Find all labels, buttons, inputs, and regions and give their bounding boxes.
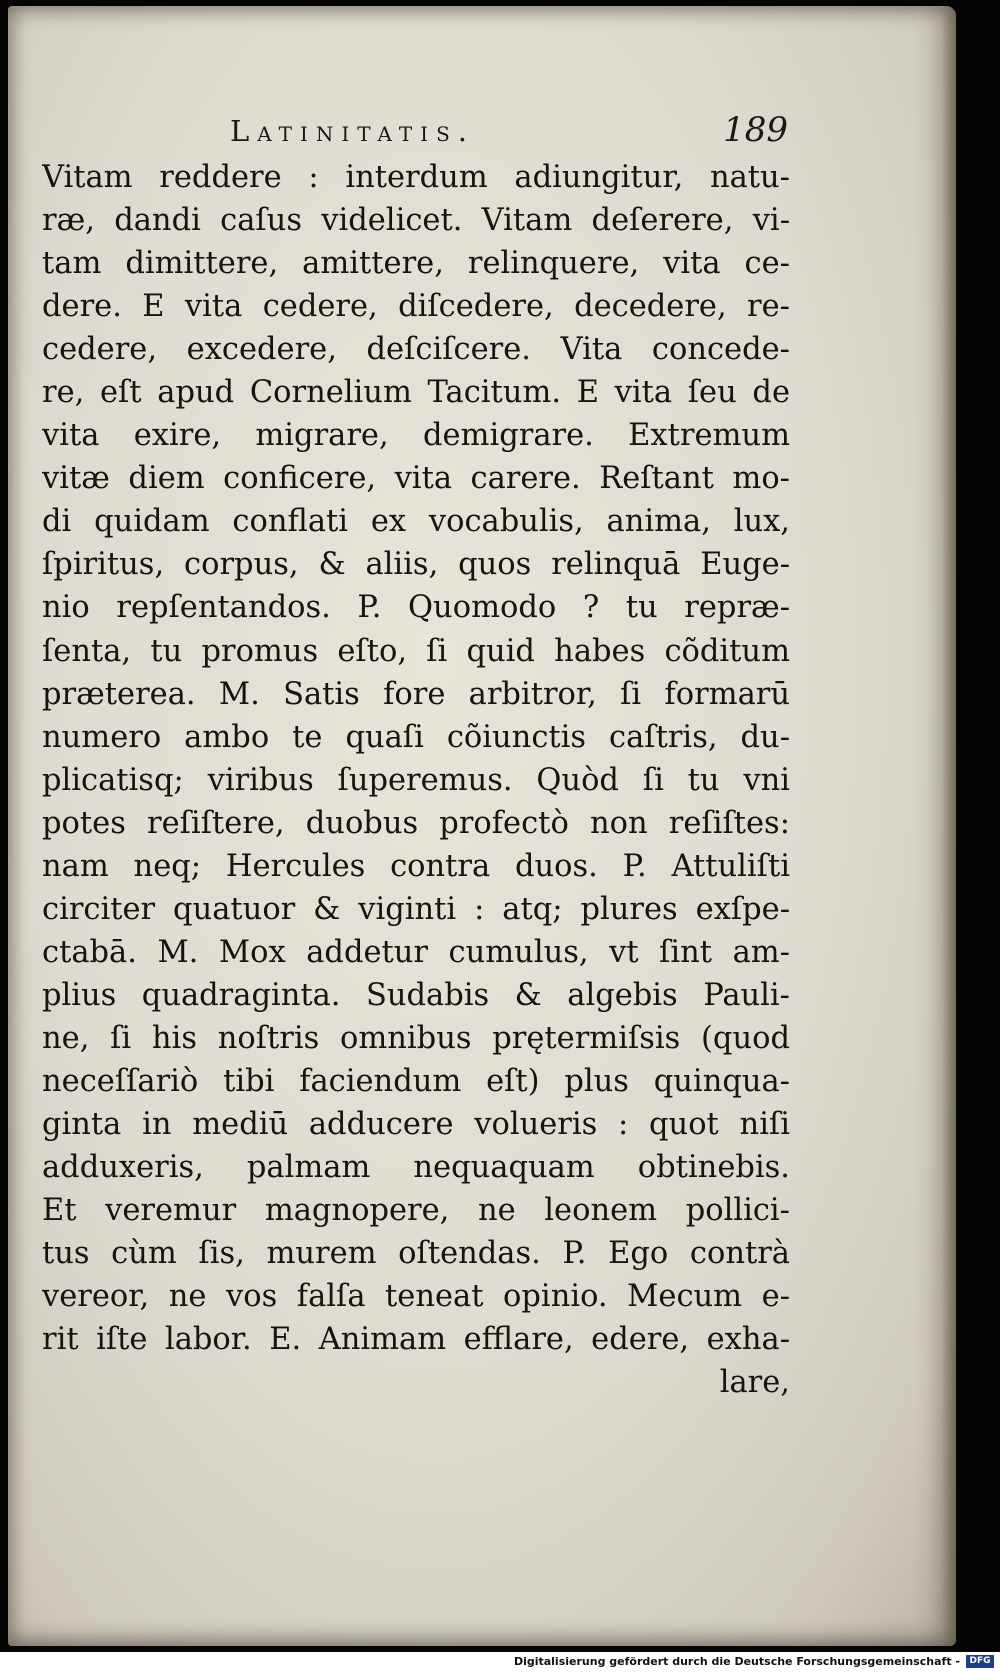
- text-line: plicatisq; viribus ſuperemus. Quòd ſi tu vni: [42, 762, 790, 798]
- text-line: potes reſiſtere, duobus profectò non reſiſtes:: [42, 805, 790, 841]
- body-text: [42, 156, 790, 1404]
- text-line: vitæ diem conficere, vita carere. Reſtant mo-: [42, 461, 790, 497]
- text-line: di quidam conflati ex vocabulis, anima, lux,: [42, 504, 790, 540]
- catchword: lare,: [719, 1365, 790, 1401]
- text-line: nam neq; Hercules contra duos. P. Attuliſti: [42, 848, 790, 884]
- text-line: vita exire, migrare, demigrare. Extremum: [42, 418, 790, 454]
- text-line: nio repſentandos. P. Quomodo ? tu repræ-: [42, 590, 790, 626]
- text-line: adduxeris, palmam nequaquam obtinebis.: [42, 1150, 790, 1186]
- text-line: cedere, excedere, deſciſcere. Vita concede-: [42, 332, 790, 368]
- text-line: tus cùm ſis, murem oſtendas. P. Ego contrà: [42, 1236, 790, 1272]
- text-line: Vitam reddere : interdum adiungitur, natu-: [42, 160, 790, 195]
- page-number: 189: [723, 110, 788, 150]
- text-line: ſpiritus, corpus, & aliis, quos relinquā Euge-: [42, 547, 790, 583]
- text-line: numero ambo te quaſi cõiunctis caſtris, du-: [42, 719, 790, 755]
- text-line: re, eſt apud Cornelium Tacitum. E vita ſeu de: [42, 375, 790, 411]
- digitization-footer: [0, 1652, 1000, 1672]
- text-line: neceſſariò tibi faciendum eſt) plus quinqua-: [42, 1063, 790, 1099]
- text-line: plius quadraginta. Sudabis & algebis Pauli-: [42, 977, 790, 1013]
- text-line: vereor, ne vos falſa teneat opinio. Mecum e-: [42, 1279, 790, 1315]
- page-edge-shadow: [942, 6, 956, 1646]
- text-line: circiter quatuor & viginti : atq; plures exſpe-: [42, 891, 790, 927]
- text-line: præterea. M. Satis fore arbitror, ſi formarū: [42, 676, 790, 712]
- text-line: ſenta, tu promus eſto, ſi quid habes cõditum: [42, 633, 790, 669]
- text-line: ne, ſi his noſtris omnibus prętermiſsis (quod: [42, 1020, 790, 1056]
- text-line: dere. E vita cedere, diſcedere, decedere, re-: [42, 289, 790, 325]
- text-line: ginta in mediū adducere volueris : quot niſi: [42, 1107, 790, 1143]
- text-line: ctabā. M. Mox addetur cumulus, vt ſint am-: [42, 934, 790, 970]
- funding-credit: Digitalisierung gefördert durch die Deutsche Forschungsgemeinschaft -: [513, 1655, 960, 1668]
- running-head-title: Latinitatis.: [230, 114, 476, 148]
- text-line: tam dimittere, amittere, relinquere, vita ce-: [42, 246, 790, 282]
- text-line: Et veremur magnopere, ne leonem pollici-: [42, 1193, 790, 1229]
- dfg-logo: DFG: [966, 1655, 994, 1668]
- running-head: [218, 106, 788, 156]
- text-line: ræ, dandi caſus videlicet. Vitam deſerere, vi-: [42, 203, 790, 239]
- text-line: rit iſte labor. E. Animam efflare, edere, exha-: [42, 1322, 790, 1358]
